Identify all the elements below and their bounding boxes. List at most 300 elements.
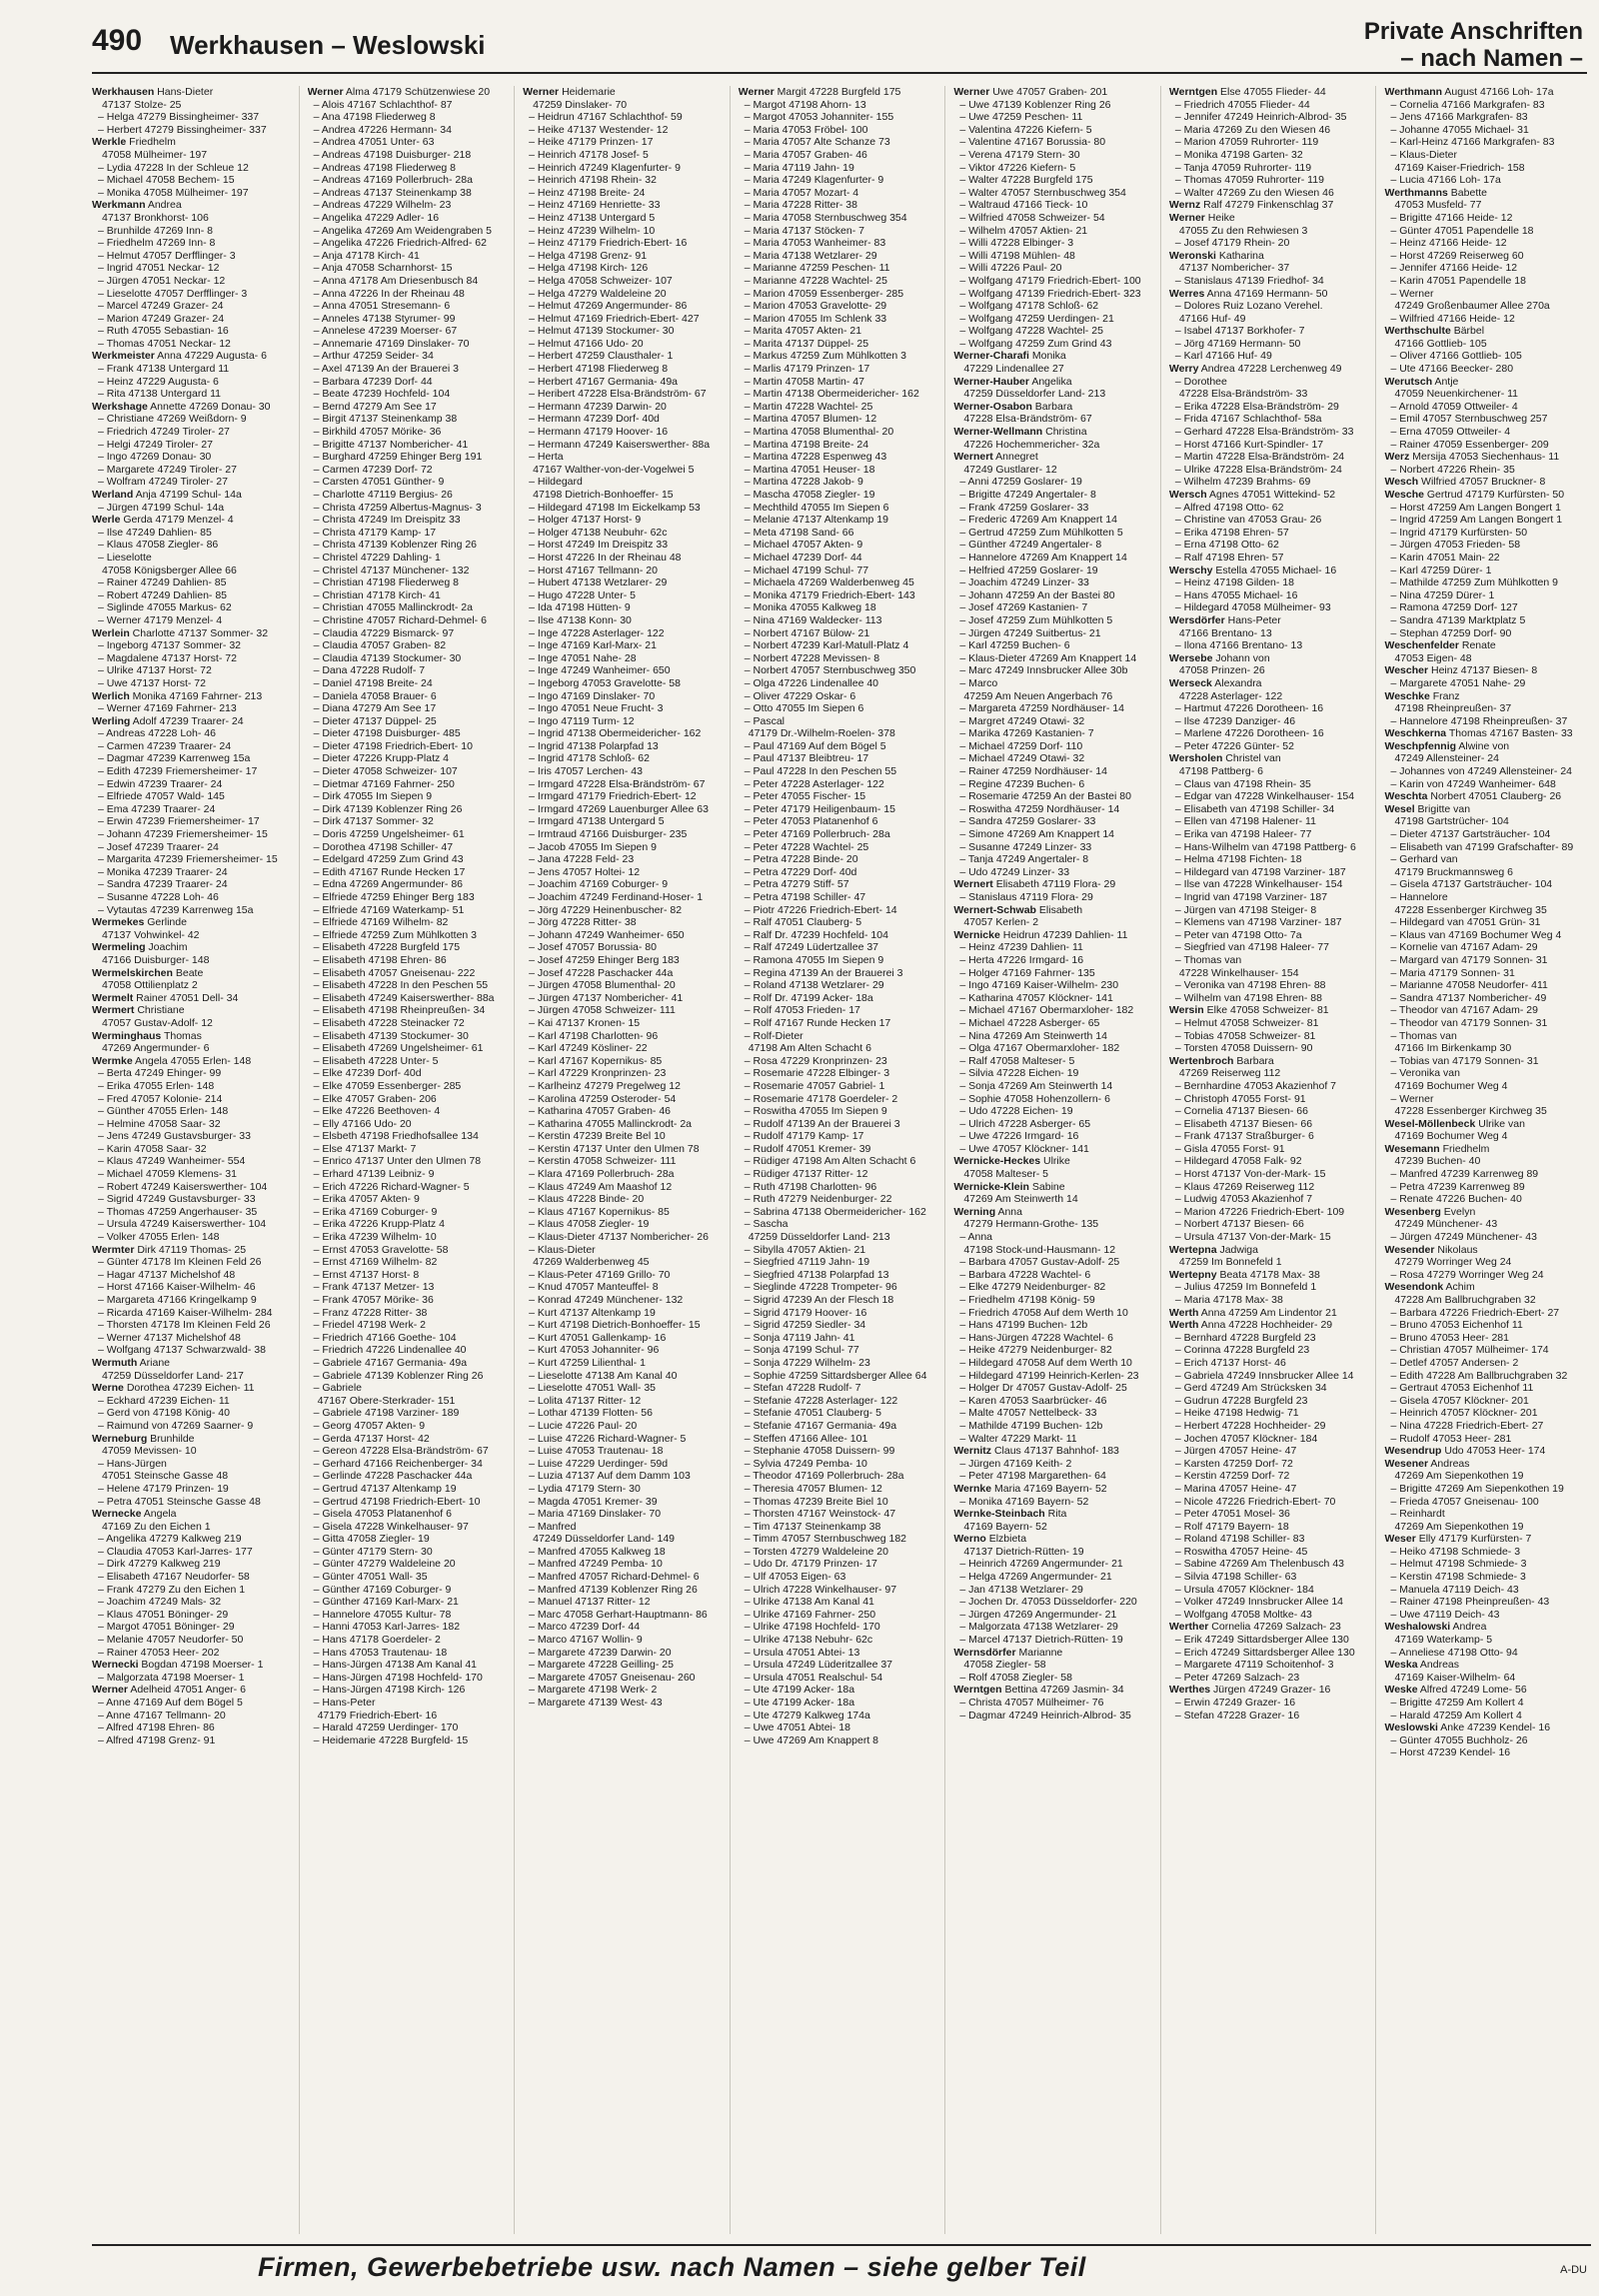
listing-continuation: 47279 Worringer Weg 24 [1394,1256,1512,1269]
surname: Werkshage [92,400,148,413]
listing-entry: – Ilse 47239 Danziger- 46 [1174,714,1296,727]
surname-entry [953,1533,1156,1546]
listing-entry: – Herbert 47259 Clausthaler- 1 [529,350,674,363]
surname: Werkhausen [92,86,155,98]
listing-entry: – Olga 47226 Lindenallee 40 [744,676,879,689]
listing-entry: – Gitta 47058 Ziegler- 19 [313,1533,430,1546]
listing-entry: – Edgar van 47228 Winkelhauser- 154 [1174,790,1355,803]
listing-entry: – Christa 47179 Kamp- 17 [313,526,437,539]
listing-entry: – Manfred 47055 Kalkweg 18 [529,1545,666,1558]
surname: Wernert [953,878,993,891]
listing-details: Mersija 47053 Siechenhaus- 11 [1409,451,1560,464]
surname: Werth [1168,1306,1199,1319]
listing-continuation: 47058 Malteser- 5 [963,1168,1048,1181]
directory-column [523,86,731,2234]
listing-entry: – Thomas 47051 Neckar- 12 [98,337,231,350]
listing-entry: – Elisabeth 47228 Burgfeld 175 [313,941,461,954]
listing-entry: – Andreas 47198 Duisburger- 218 [313,148,472,161]
listing-entry: – Günter 47179 Stern- 30 [313,1545,433,1558]
listing-entry: – Günter 47055 Buchholz- 26 [1390,1733,1528,1746]
surname-entry [1169,212,1372,225]
listing-entry: – Margot 47051 Böninger- 29 [98,1621,235,1634]
listing-details: Uwe 47057 Graben- 201 [989,86,1108,98]
listing-entry: – Ingrid 47259 Am Langen Bongert 1 [1390,514,1563,527]
listing-entry: – Horst 47137 Von-der-Mark- 15 [1174,1168,1326,1181]
listing-entry: – Heinz 47239 Dahlien- 11 [959,941,1083,954]
listing-entry: – Kerstin 47058 Schweizer- 111 [529,1155,677,1168]
listing-entry: – Manfred [529,1520,577,1533]
listing-entry: – Martin 47058 Martin- 47 [744,375,864,388]
listing-entry: – Dagmar 47249 Heinrich-Albrod- 35 [959,1709,1131,1722]
listing-entry: – Friedhelm 47198 König- 59 [959,1294,1095,1306]
listing-entry: – Marianne 47058 Neudorfer- 411 [1390,979,1548,992]
directory-column [308,86,516,2234]
listing-entry: – Knud 47057 Manteuffel- 8 [529,1281,659,1294]
listing-entry: – Jürgen 47053 Frieden- 58 [1390,539,1521,552]
listing-entry: – Ingeborg 47053 Gravelotte- 58 [529,676,681,689]
listing-continuation: 47228 Asterlager- 122 [1178,689,1283,702]
surname-entry [1384,325,1587,338]
listing-entry: – Mascha 47058 Ziegler- 19 [744,489,875,501]
listing-entry: – Sabrina 47138 Obermeidericher- 162 [744,1205,926,1218]
listing-continuation: 47179 Friedrich-Ebert- 16 [317,1709,438,1722]
listing-entry: – Hermann 47239 Darwin- 20 [529,400,667,413]
listing-entry: – Julius 47259 Im Bonnefeld 1 [1174,1281,1317,1294]
surname-entry [953,86,1156,99]
listing-details: Alwine von [1456,739,1510,752]
listing-details: Franz [1429,689,1460,702]
listing-continuation: 47058 Mülheimer- 197 [102,148,208,161]
listing-entry: – Dirk 47279 Kalkweg 219 [98,1558,221,1571]
listing-entry: – Roswitha 47055 Im Siepen 9 [744,1105,887,1118]
listing-entry: – Markus 47259 Zum Mühlkotten 3 [744,350,906,363]
listing-entry: – Martina 47228 Jakob- 9 [744,476,863,489]
listing-entry: – Christian 47057 Mülheimer- 174 [1390,1344,1549,1357]
listing-entry: – Annelese 47239 Moerser- 67 [313,325,458,338]
listing-entry: – Andrea 47226 Hermann- 34 [313,123,452,136]
listing-entry: – Malte 47057 Nettelbeck- 33 [959,1407,1097,1420]
surname: Wernke [953,1482,992,1495]
listing-entry: – Martina 47051 Heuser- 18 [744,463,875,476]
surname: Wernert [953,451,993,464]
listing-entry: – Udo 47228 Eichen- 19 [959,1105,1073,1118]
listing-entry: – Dirk 47139 Koblenzer Ring 26 [313,802,463,815]
listing-entry: – Joachim 47169 Coburger- 9 [529,878,669,891]
listing-entry: – Karl 47229 Kronprinzen- 23 [529,1067,667,1080]
listing-entry: – Dieter 47198 Friedrich-Ebert- 10 [313,739,473,752]
listing-entry: – Maria 47169 Dinslaker- 70 [529,1508,662,1521]
listing-entry: – Rüdiger 47198 Am Alten Schacht 6 [744,1155,916,1168]
listing-entry: – Stefan 47228 Grazer- 16 [1174,1709,1300,1722]
listing-entry: – Konrad 47249 Münchener- 132 [529,1294,684,1306]
listing-entry: – Josef 47269 Kastanien- 7 [959,601,1088,614]
surname: Wernke-Steinbach [953,1508,1045,1521]
listing-entry: – Jens 47057 Holtei- 12 [529,865,641,878]
listing-entry: – Marc 47249 Innsbrucker Allee 30b [959,664,1128,677]
listing-continuation: 47228 Essenberger Kirchweg 35 [1394,903,1547,916]
listing-entry: – Roland 47198 Schiller- 83 [1174,1533,1305,1546]
page-number: 490 [92,24,143,57]
listing-entry: – Uwe 47137 Horst- 72 [98,676,206,689]
listing-entry: – Nina 47169 Waldecker- 113 [744,613,882,626]
listing-entry: – Vytautas 47239 Karrenweg 15a [98,903,254,916]
listing-entry: – Friedel 47198 Werk- 2 [313,1319,427,1332]
listing-entry: – Klaus 47269 Reiserweg 112 [1174,1180,1315,1193]
listing-entry: – Heike 47179 Prinzen- 17 [529,136,654,149]
listing-details: Anna 47229 Augusta- 6 [154,350,267,363]
listing-entry: – Joachim 47249 Ferdinand-Hoser- 1 [529,891,704,903]
listing-entry: – Axel 47139 An der Brauerei 3 [313,363,459,376]
listing-entry: – Martin 47228 Wachtel- 25 [744,400,873,413]
listing-entry: – Karl 47166 Huf- 49 [1174,350,1272,363]
listing-entry: – Ernst 47169 Wilhelm- 82 [313,1256,438,1269]
listing-entry: – Hans-Jürgen 47138 Am Kanal 41 [313,1659,478,1672]
listing-entry: – Paul 47169 Auf dem Bögel 5 [744,739,886,752]
listing-entry: – Erika 47169 Coburger- 9 [313,1205,438,1218]
listing-entry: – Margarete 47119 Schoitenhof- 3 [1174,1659,1334,1672]
listing-entry: – Stefanie 47051 Clauberg- 5 [744,1407,881,1420]
listing-entry: – Elfriede 47259 Ehinger Berg 183 [313,891,475,903]
surname: Werther [1168,1621,1209,1634]
listing-entry: – Detlef 47057 Andersen- 2 [1390,1356,1519,1369]
listing-entry: – Ralf 47058 Malteser- 5 [959,1054,1075,1067]
listing-entry: – Thomas 47259 Angerhauser- 35 [98,1205,258,1218]
listing-continuation: 47198 Dietrich-Bonhoeffer- 15 [533,489,674,501]
listing-entry: – Renate 47226 Buchen- 40 [1390,1193,1522,1206]
listing-entry: – Andreas 47137 Steinenkamp 38 [313,186,472,199]
listing-entry: – Veronika van [1390,1067,1460,1080]
listing-entry: – Piotr 47226 Friedrich-Ebert- 14 [744,903,897,916]
surname-entry [92,690,295,703]
listing-entry: – Oliver 47166 Gottlieb- 105 [1390,350,1522,363]
listing-details: Jadwiga [1216,1243,1258,1256]
listing-entry: – Siegfried 47138 Polarpfad 13 [744,1268,889,1281]
listing-entry: – Karen 47053 Saarbrücker- 46 [959,1394,1107,1407]
listing-entry: – Stefanie 47167 Germania- 49a [744,1419,897,1432]
surname-entry [1384,740,1587,753]
listing-entry: – Franz 47228 Ritter- 38 [313,1306,428,1319]
listing-entry: – Hildegard 47058 Mülheimer- 93 [1174,601,1331,614]
listing-entry: – Irmgard 47179 Friedrich-Ebert- 12 [529,790,697,803]
surname: Wernert-Schwab [953,903,1036,916]
listing-entry: – Dolores Ruiz Lozano Verehel. [1174,300,1323,313]
surname: Weshalowski [1384,1621,1451,1634]
listing-entry: – Elfriede 47169 Wilhelm- 82 [313,916,449,929]
listing-entry: – Klaus-Dieter [529,1243,596,1256]
listing-entry: – Dietmar 47169 Fahrner- 250 [313,777,455,790]
listing-entry: – Mathilde 47259 Zum Mühlkotten 9 [1390,576,1558,589]
surname-entry [953,426,1156,439]
listing-entry: – Günter 47051 Papendelle 18 [1390,224,1534,237]
listing-details: Gertrud 47179 Kurfürsten- 50 [1423,489,1565,501]
surname: Werthes [1168,1684,1211,1697]
listing-entry: – Heinz 47239 Wilhelm- 10 [529,224,656,237]
surname: Werschy [1168,564,1213,576]
listing-entry: – Annemarie 47169 Dinslaker- 70 [313,337,470,350]
listing-entry: – Heinrich 47178 Josef- 5 [529,148,649,161]
listing-entry: – Elisabeth 47228 In den Peschen 55 [313,979,489,992]
directory-column [1169,86,1377,2234]
listing-entry: – Diana 47279 Am See 17 [313,702,437,715]
listing-entry: – Ingo 47119 Turm- 12 [529,714,635,727]
listing-entry: – Bernhard 47228 Burgfeld 23 [1174,1331,1316,1344]
listing-details: Friedhelm [1439,1142,1490,1155]
listing-entry: – Kurt 47198 Dietrich-Bonhoeffer- 15 [529,1319,701,1332]
listing-entry: – Martina 47057 Blumen- 12 [744,413,877,426]
surname: Weschke [1384,689,1430,702]
listing-entry: – Helmut 47198 Schmiede- 3 [1390,1558,1527,1571]
listing-entry: – Heiko 47198 Schmiede- 3 [1390,1545,1521,1558]
listing-continuation: 47137 Vohwinkel- 42 [102,928,200,941]
listing-entry: – Manfred 47239 Karrenweg 89 [1390,1168,1539,1181]
listing-entry: – Werner 47179 Menzel- 4 [98,613,223,626]
listing-entry: – Marlene 47226 Dorotheen- 16 [1174,727,1324,740]
listing-entry: – Friedrich 47058 Auf dem Werth 10 [959,1306,1128,1319]
listing-entry: – Uwe 47139 Koblenzer Ring 26 [959,98,1111,111]
listing-entry: – Sigrid 47239 An der Flesch 18 [744,1294,894,1306]
listing-entry: – Michael 47228 Asberger- 65 [959,1016,1100,1029]
listing-entry: – Maria 47053 Fröbel- 100 [744,123,868,136]
listing-entry: – Michael 47239 Dorf- 44 [744,551,862,564]
surname-entry [92,992,295,1005]
listing-entry: – Karin 47051 Main- 22 [1390,551,1500,564]
listing-entry: – Lieselotte 47138 Am Kanal 40 [529,1369,678,1382]
listing-entry: – Jan 47138 Wetzlarer- 29 [959,1583,1083,1596]
listing-entry: – Ingo 47169 Dinslaker- 70 [529,689,656,702]
listing-entry: – Margareta 47166 Kringelkamp 9 [98,1294,257,1306]
listing-entry: – Christa 47249 Im Dreispitz 33 [313,514,461,527]
listing-entry: – Tanja 47249 Angertaler- 8 [959,853,1089,866]
listing-entry: – Siglinde 47055 Markus- 62 [98,601,232,614]
surname-entry [1384,790,1587,803]
surname-entry [1384,1143,1587,1156]
listing-entry: – Robert 47249 Kaiserswerther- 104 [98,1180,268,1193]
listing-details: Claus 47137 Bahnhof- 183 [991,1445,1119,1458]
listing-entry: – Manfred 47139 Koblenzer Ring 26 [529,1583,698,1596]
listing-entry: – Jochen Dr. 47053 Düsseldorfer- 220 [959,1596,1137,1609]
listing-entry: – Rainer 47249 Dahlien- 85 [98,576,227,589]
listing-entry: – Wilhelm 47239 Brahms- 69 [1174,476,1311,489]
listing-entry: – Heribert 47228 Elsa-Brändström- 67 [529,388,707,401]
listing-entry: – Horst 47166 Kaiser-Wilhelm- 46 [98,1281,256,1294]
listing-entry: – Rudolf 47139 An der Brauerei 3 [744,1117,900,1130]
listing-entry: – Enrico 47137 Unter den Ulmen 78 [313,1155,482,1168]
surname: Wernitz [953,1445,992,1458]
listing-entry: – Christiane 47269 Weißdorn- 9 [98,413,247,426]
listing-entry: – Marco 47167 Wollin- 9 [529,1634,643,1647]
listing-entry: – Dieter 47226 Krupp-Platz 4 [313,752,449,765]
listing-entry: – Gertraut 47053 Eichenhof 11 [1390,1382,1534,1395]
listing-entry: – Ingrid 47178 Schloß- 62 [529,752,650,765]
surname-entry [1169,250,1372,263]
listing-entry: – Ulrike 47138 Nebuhr- 62c [744,1634,873,1647]
surname: Wermert [92,1004,135,1017]
surname: Werner-Wellmann [953,426,1043,439]
listing-entry: – Pascal [744,714,786,727]
surname-entry [92,350,295,363]
listing-entry: – Werner 47137 Michelshof 48 [98,1331,241,1344]
listing-entry: – Günther 47249 Angertaler- 8 [959,539,1102,552]
listing-entry: – Marcel 47137 Dietrich-Rütten- 19 [959,1634,1123,1647]
listing-details: Monika 47169 Fahrner- 213 [129,689,263,702]
listing-entry: – Torsten 47058 Duissern- 90 [1174,1042,1313,1055]
surname: Werkmeister [92,350,155,363]
listing-entry: – Margot 47198 Ahorn- 13 [744,98,866,111]
listing-entry: – Brigitte 47259 Am Kollert 4 [1390,1697,1524,1709]
surname-entry [92,967,295,980]
listing-entry: – Klaus 47228 Binde- 20 [529,1193,645,1206]
listing-entry: – Ursula 47057 Klöckner- 184 [1174,1583,1314,1596]
surname-entry [92,627,295,640]
listing-entry: – Marika 47269 Kastanien- 7 [959,727,1094,740]
listing-details: Andreas [1428,1457,1470,1470]
listing-entry: – Kerstin 47239 Breite Bel 10 [529,1130,666,1143]
surname: Wermter [92,1243,135,1256]
listing-continuation: 47259 Düsseldorfer Land- 213 [963,388,1106,401]
listing-entry: – Katharina 47057 Graben- 46 [529,1105,672,1118]
surname-entry [92,1433,295,1446]
listing-entry: – Rainer 47259 Nordhäuser- 14 [959,765,1107,778]
listing-continuation: 47169 Zu den Eichen 1 [102,1520,211,1533]
listing-entry: – Petra 47198 Schiller- 47 [744,891,866,903]
listing-entry: – Anneles 47138 Styrumer- 99 [313,312,456,325]
listing-entry: – Luise 47053 Trautenau- 18 [529,1445,664,1458]
surname-entry [1384,1659,1587,1672]
surname: Wesche [1384,489,1424,501]
listing-entry: – Erika 47228 Elsa-Brändström- 29 [1174,400,1339,413]
listing-entry: – Maria 47249 Klagenfurter- 9 [744,174,884,187]
listing-entry: – Karin von 47249 Wanheimer- 648 [1390,777,1556,790]
listing-entry: – Walter 47229 Markt- 11 [959,1432,1077,1445]
listing-entry: – Barbara 47239 Dorf- 44 [313,375,433,388]
listing-entry: – Heinrich 47249 Klagenfurter- 9 [529,161,681,174]
listing-details: Estella 47055 Michael- 16 [1212,564,1337,576]
listing-entry: – Sonja 47229 Wilhelm- 23 [744,1356,870,1369]
listing-entry: – Norbert 47057 Sternbuschweg 350 [744,664,916,677]
listing-continuation: 47226 Hochemmericher- 32a [963,438,1100,451]
listing-entry: – Inge 47051 Nahe- 28 [529,651,637,664]
listing-entry: – Christa 47259 Albertus-Magnus- 3 [313,501,482,514]
listing-entry: – Elfriede 47169 Waterkamp- 51 [313,903,465,916]
listing-entry: – Ulrike 47169 Fahrner- 250 [744,1608,876,1621]
surname-entry [1169,652,1372,665]
listing-entry: – Christoph 47055 Forst- 91 [1174,1092,1306,1105]
listing-entry: – Sieglinde 47228 Trompeter- 96 [744,1281,897,1294]
listing-entry: – Johann 47249 Wanheimer- 650 [529,928,685,941]
listing-entry: – Stephan 47259 Dorf- 90 [1390,626,1512,639]
listing-entry: – Magda 47051 Kremer- 39 [529,1495,658,1508]
listing-continuation: 47228 Am Ballbruchgraben 32 [1394,1294,1536,1306]
listing-entry: – Corinna 47228 Burgfeld 23 [1174,1344,1310,1357]
listing-entry: – Carsten 47051 Günther- 9 [313,476,445,489]
listing-entry: – Ernst 47053 Gravelotte- 58 [313,1243,449,1256]
listing-continuation: 47249 Münchener- 43 [1394,1218,1498,1231]
listing-entry: – Katharina 47055 Mallinckrodt- 2a [529,1117,693,1130]
listing-entry: – Arthur 47259 Seider- 34 [313,350,434,363]
listing-entry: – Werner [1390,1092,1434,1105]
listing-entry: – Elisabeth 47139 Stockumer- 30 [313,1029,469,1042]
listing-entry: – Veronika van 47198 Ehren- 88 [1174,979,1326,992]
listing-entry: – Gertrud 47259 Zum Mühlkotten 5 [959,526,1123,539]
listing-entry: – Manuela 47119 Deich- 43 [1390,1583,1519,1596]
listing-entry: – Horst 47269 Reiserweg 60 [1390,249,1524,262]
listing-details: Monika [1028,350,1066,363]
listing-entry: – Carmen 47239 Dorf- 72 [313,463,433,476]
surname: Weschenfelder [1384,639,1459,652]
listing-details: Adolf 47239 Traarer- 24 [130,714,244,727]
listing-entry: – Hans-Peter [313,1697,376,1709]
listing-entry: – Susanne 47249 Linzer- 33 [959,840,1092,853]
listing-entry: – Theodor van 47179 Sonnen- 31 [1390,1016,1548,1029]
surname-entry [953,376,1156,389]
listing-entry: – Ursula 47051 Realschul- 54 [744,1671,883,1684]
listing-entry: – Frank 47259 Goslarer- 33 [959,501,1089,514]
listing-entry: – Ruth 47198 Charlotten- 96 [744,1180,877,1193]
listing-continuation: 47057 Kerlen- 2 [963,916,1039,929]
listing-entry: – Elsbeth 47198 Friedhofsallee 134 [313,1130,479,1143]
listing-entry: – Hanni 47053 Karl-Jarres- 182 [313,1621,461,1634]
listing-entry: – Brigitte 47137 Nombericher- 41 [313,438,469,451]
listing-entry: – Siegfried 47119 Jahn- 19 [744,1256,870,1269]
listing-details: Angela 47055 Erlen- 148 [132,1054,252,1067]
listing-entry: – Rolf 47167 Runde Hecken 17 [744,1016,891,1029]
listing-details: Elisabeth [1035,903,1083,916]
listing-entry: – Ingrid van 47198 Varziner- 187 [1174,891,1328,903]
listing-entry: – Alfred 47198 Ehren- 86 [98,1722,215,1734]
listing-entry: – Helfried 47259 Goslarer- 19 [959,564,1098,576]
listing-entry: – Horst 47166 Kurt-Spindler- 17 [1174,438,1324,451]
listing-entry: – Rudolf 47179 Kamp- 17 [744,1130,864,1143]
listing-continuation: 47259 Düsseldorfer Land- 217 [102,1369,244,1382]
listing-entry: – Melanie 47137 Altenkamp 19 [744,514,888,527]
listing-entry: – Brunhilde 47269 Inn- 8 [98,224,214,237]
listing-entry: – Johann 47259 An der Bastei 80 [959,588,1115,601]
surname-entry [1384,1244,1587,1257]
listing-entry: – Wolfgang 47058 Moltke- 43 [1174,1608,1312,1621]
surname-entry [92,86,295,99]
listing-continuation: 47169 Bochumer Weg 4 [1394,1130,1508,1143]
listing-entry: – Klaus 47058 Ziegler- 86 [98,539,219,552]
listing-entry: – Peter 47169 Pollerbruch- 28a [744,828,890,841]
listing-details: Evelyn [1440,1205,1476,1218]
listing-entry: – Christa 47139 Koblenzer Ring 26 [313,539,478,552]
surname: Werlein [92,626,130,639]
listing-entry: – Erwin 47249 Grazer- 16 [1174,1697,1296,1709]
listing-entry: – Thomas van [1174,953,1242,966]
listing-entry: – Elke 47057 Graben- 206 [313,1092,437,1105]
listing-continuation: 47055 Zu den Rehwiesen 3 [1178,224,1308,237]
listing-details: Gerda 47179 Menzel- 4 [120,514,234,527]
listing-continuation: 47166 Huf- 49 [1178,312,1246,325]
surname-entry [92,1684,295,1697]
surname: Werno [953,1533,986,1546]
listing-details: Margit 47228 Burgfeld 175 [774,86,901,98]
listing-entry: – Willi 47228 Elbinger- 3 [959,237,1074,250]
listing-entry: – Ute 47199 Acker- 18a [744,1697,855,1709]
listing-entry: – Gertrud 47137 Altenkamp 19 [313,1482,457,1495]
listing-entry: – Bruno 47053 Eichenhof 11 [1390,1319,1523,1332]
listing-entry: – Holger 47169 Fahrner- 135 [959,966,1095,979]
listing-entry: – Michael 47058 Bechem- 15 [98,174,235,187]
listing-continuation: 47269 Am Steinwerth 14 [963,1193,1078,1206]
listing-entry: – Lydia 47179 Stern- 30 [529,1482,641,1495]
listing-entry: – Ramona 47055 Im Siepen 9 [744,953,884,966]
listing-entry: – Peter 47269 Salzach- 23 [1174,1671,1300,1684]
listing-continuation: 47169 Bayern- 52 [963,1520,1047,1533]
surname-entry [1169,86,1372,99]
listing-entry: – Elke 47239 Dorf- 40d [313,1067,422,1080]
listing-entry: – Edelgard 47259 Zum Grind 43 [313,853,464,866]
